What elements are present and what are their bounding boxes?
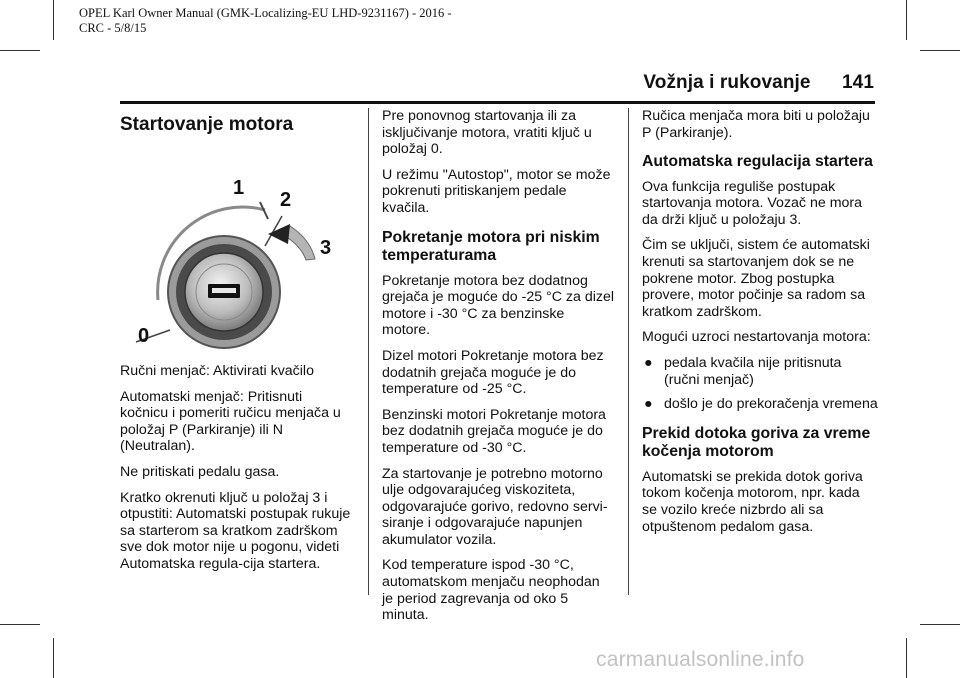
paragraph: Kod temperature ispod -30 °C, automatskom menjaču neophodan je period zagrevanja od oko 5 minuta. bbox=[382, 557, 600, 624]
paragraph: Automatski menjač: Pritisnuti kočnicu i pomeriti ručicu menjača u položaj P (Parkiranje) ili N (Neutralan). bbox=[120, 388, 341, 455]
key-slot-highlight bbox=[212, 288, 236, 293]
position-label-1: 1 bbox=[233, 177, 245, 199]
crop-mark bbox=[53, 638, 54, 678]
position-label-0: 0 bbox=[138, 325, 150, 347]
subsection-heading: Prekid dotoka goriva za vreme kočenja motorom bbox=[642, 424, 871, 461]
paragraph: Ručica menjača mora biti u položaju P (Parkiranje). bbox=[642, 108, 870, 141]
column-rule bbox=[368, 108, 369, 595]
crop-mark bbox=[0, 624, 40, 625]
column-rule bbox=[628, 108, 629, 595]
paragraph: Ne pritiskati pedalu gasa. bbox=[120, 463, 280, 480]
paragraph: Ova funkcija reguliše postupak startovanja motora. Vozač ne mora da drži ključ u položaju 3. bbox=[642, 178, 863, 228]
document-header-line: OPEL Karl Owner Manual (GMK-Localizing-EU LHD-9231167) - 2016 - bbox=[79, 6, 452, 20]
paragraph: U režimu "Autostop", motor se može pokrenuti pritiskanjem pedale kvačila. bbox=[382, 166, 611, 216]
ignition-switch-illustration bbox=[120, 164, 352, 349]
crop-mark bbox=[920, 50, 960, 51]
section-title: Startovanje motora bbox=[120, 114, 294, 135]
crop-mark bbox=[920, 624, 960, 625]
turn-arrow-icon bbox=[285, 226, 315, 260]
page-number: 141 bbox=[841, 72, 874, 93]
paragraph: Pokretanje motora bez dodatnog grejača je moguće do -25 °C za dizel motore i -30 °C za benzinske motore. bbox=[382, 272, 615, 339]
position-label-3: 3 bbox=[320, 237, 332, 259]
ignition-figure bbox=[120, 164, 352, 349]
subsection-heading: Pokretanje motora pri niskim temperaturama bbox=[382, 228, 600, 265]
header-rule bbox=[120, 101, 875, 104]
paragraph: Benzinski motori Pokretanje motora bez dodatnih grejača moguće je do temperature od -30 °C. bbox=[382, 406, 606, 456]
crop-mark bbox=[0, 50, 40, 51]
position-label-2: 2 bbox=[280, 189, 292, 211]
document-header bbox=[79, 6, 452, 36]
bullet-icon: ● bbox=[644, 355, 653, 372]
paragraph: Kratko okrenuti ključ u položaj 3 i otpustiti: Automatski postupak rukuje sa starterom sa kratkom zadrškom sve dok motor nije u pogonu, videti Automatska regula-cija startera. bbox=[120, 489, 351, 572]
column-2 bbox=[382, 108, 614, 633]
list-item bbox=[642, 396, 878, 413]
paragraph: Pre ponovnog startovanja ili za isključivanje motora, vratiti ključ u položaj 0. bbox=[382, 108, 592, 158]
subsection-heading: Automatska regulacija startera bbox=[642, 153, 873, 171]
paragraph: Ručni menjač: Aktivirati kvačilo bbox=[120, 363, 314, 379]
running-title bbox=[643, 72, 874, 94]
list-item bbox=[642, 355, 878, 388]
column-1 bbox=[120, 108, 352, 582]
crop-mark bbox=[906, 0, 907, 40]
column-3 bbox=[642, 108, 878, 544]
list-item-text: došlo je do prekoračenja vremena bbox=[664, 396, 878, 413]
crop-mark bbox=[906, 638, 907, 678]
document-header-line: CRC - 5/8/15 bbox=[79, 21, 147, 35]
watermark: carmanualsonline.info bbox=[596, 648, 805, 671]
paragraph: Automatski se prekida dotok goriva tokom kočenja motorom, npr. kada se vozilo kreće nizbrdo ali sa otpuštenom pedalom gasa. bbox=[642, 468, 863, 535]
list-item-text: pedala kvačila nije pritisnuta (ručni menjač) bbox=[664, 355, 842, 388]
turn-arrow-icon bbox=[268, 224, 290, 244]
cause-list bbox=[642, 355, 878, 413]
paragraph: Za startovanje je potrebno motorno ulje odgovarajućeg viskoziteta, odgovarajuće gorivo, redovno servi-siranje i odgovarajuće napunjen akumulator vozila. bbox=[382, 465, 608, 548]
section-name: Vožnja i rukovanje bbox=[643, 72, 811, 93]
crop-mark bbox=[53, 0, 54, 40]
bullet-icon: ● bbox=[644, 396, 653, 413]
paragraph: Mogući uzroci nestartovanja motora: bbox=[642, 329, 871, 346]
paragraph: Dizel motori Pokretanje motora bez dodatnih grejača moguće je do temperature od -25 °C. bbox=[382, 347, 604, 398]
paragraph: Čim se uključi, sistem će automatski krenuti sa startovanjem dok se ne pokrene motor. Zbog postupka provere, motor počinje sa radom sa kratkom zadrškom. bbox=[642, 237, 870, 320]
